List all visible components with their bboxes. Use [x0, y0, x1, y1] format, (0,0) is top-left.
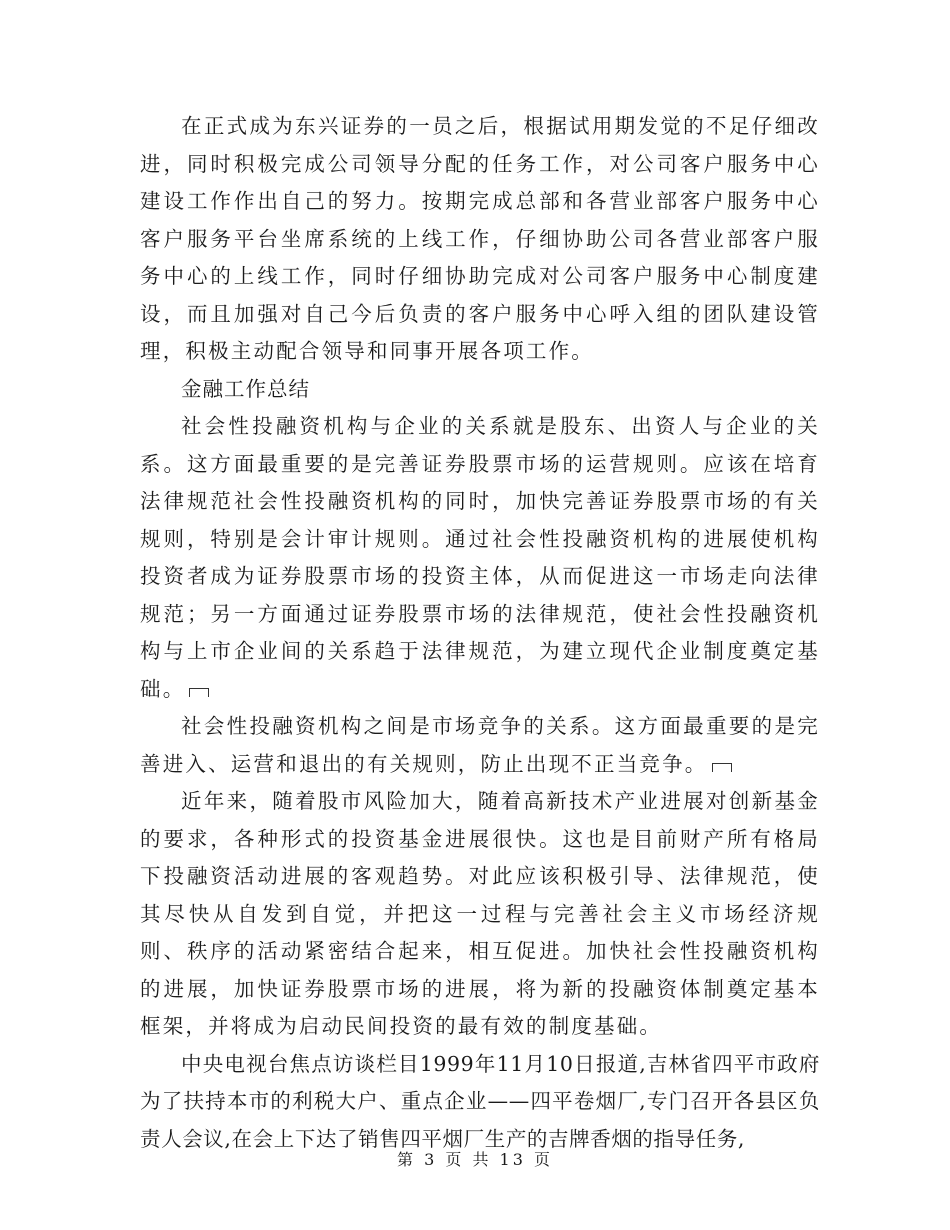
page-footer: 第 3 页 共 13 页 — [397, 1150, 553, 1169]
paragraph-investment-relations — [140, 408, 820, 708]
paragraph-investment-relations-text: 社会性投融资机构与企业的关系就是股东、出资人与企业的关系。这方面最重要的是完善证券股票市场的运营规则。应该在培育法律规范社会性投融资机构的同时，加快完善证券股票市场的有关规则，特别是会计审计规则。通过社会性投融资机构的进展使机构投资者成为证券股票市场的投资主体，从而促进这一市场走向法律规范；另一方面通过证券股票市场的法律规范，使社会性投融资机构与上市企业间的关系趋于法律规范，为建立现代企业制度奠定基础。 — [140, 414, 820, 701]
section-heading: 金融工作总结 — [181, 376, 310, 401]
paragraph-investment-funds: 近年来，随着股市风险加大，随着高新技术产业进展对创新基金的要求，各种形式的投资基金进展很快。这也是目前财产所有格局下投融资活动进展的客观趋势。对此应该积极引导、法律规范，使其尽快从自发到自觉，并把这一过程与完善社会主义市场经济规则、秩序的活动紧密结合起来，相互促进。加快社会性投融资机构的进展，加快证券股票市场的进展，将为新的投融资体制奠定基本框架，并将成为启动民间投资的最有效的制度基础。 — [140, 789, 820, 1038]
bracket-mark-icon — [189, 688, 209, 697]
paragraph-market-competition-text: 社会性投融资机构之间是市场竞争的关系。这方面最重要的是完善进入、运营和退出的有关规则，防止出现不正当竞争。 — [140, 714, 820, 776]
bracket-mark-icon — [712, 763, 732, 772]
paragraph-work-summary: 在正式成为东兴证券的一员之后，根据试用期发觉的不足仔细改进，同时积极完成公司领导分配的任务工作，对公司客户服务中心建设工作作出自己的努力。按期完成总部和各营业部客户服务中心客户服务平台坐席系统的上线工作，仔细协助公司各营业部客户服务中心的上线工作，同时仔细协助完成对公司客户服务中心制度建设，而且加强对自己今后负责的客户服务中心呼入组的团队建设管理，积极主动配合领导和同事开展各项工作。 — [140, 114, 820, 363]
document-body — [140, 108, 820, 1158]
paragraph-market-competition — [140, 708, 820, 783]
paragraph-cctv-report: 中央电视台焦点访谈栏目1999年11月10日报道,吉林省四平市政府为了扶持本市的利税大户、重点企业——四平卷烟厂,专门召开各县区负责人会议,在会上下达了销售四平烟厂生产的吉牌香烟的指导任务, — [140, 1051, 820, 1151]
